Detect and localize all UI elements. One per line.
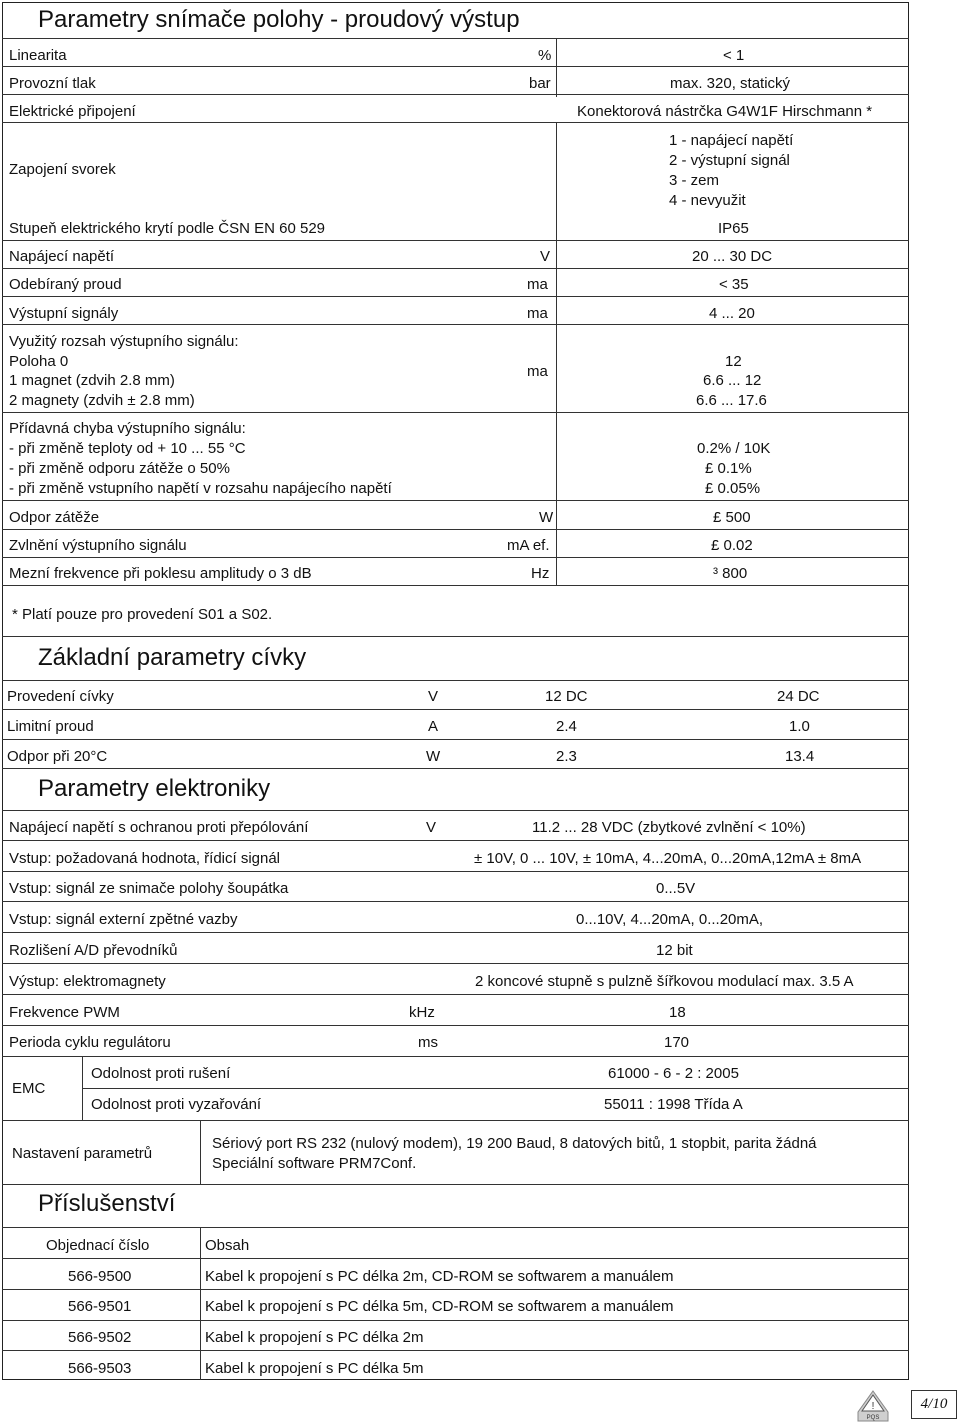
error-value: 0.2% / 10K: [697, 440, 771, 457]
electronics-value: 11.2 ... 28 VDC (zbytkové zvlnění < 10%): [532, 819, 806, 836]
terminal-1: 1 - napájecí napětí: [669, 132, 794, 149]
divider: [2, 1320, 909, 1321]
range-heading: Využitý rozsah výstupního signálu:: [9, 333, 239, 350]
divider: [2, 268, 909, 269]
electronics-label: Výstup: elektromagnety: [9, 973, 166, 990]
accessories-header-code: Objednací číslo: [46, 1237, 150, 1254]
divider: [2, 240, 909, 241]
divider: [2, 94, 909, 95]
divider: [2, 412, 909, 413]
range-value: 6.6 ... 12: [703, 372, 762, 389]
electric-label: Elektrické připojení: [9, 103, 136, 120]
coil-value-24v: 1.0: [789, 718, 810, 735]
divider: [2, 1350, 909, 1351]
linearity-label: Linearita: [9, 47, 67, 64]
column-separator: [556, 240, 557, 585]
electronics-unit: V: [426, 819, 437, 836]
emc-row-value: 61000 - 6 - 2 : 2005: [608, 1065, 739, 1082]
divider: [2, 529, 909, 530]
error-heading: Přídavná chyba výstupního signálu:: [9, 420, 246, 437]
divider: [2, 66, 909, 67]
coil-value-12v: 2.3: [556, 748, 577, 765]
current-unit: ma: [527, 276, 548, 293]
electronics-unit: kHz: [409, 1004, 435, 1021]
column-separator: [200, 1120, 201, 1184]
load-label: Odpor zátěže: [9, 509, 100, 526]
accessory-content: Kabel k propojení s PC délka 5m, CD-ROM se softwarem a manuálem: [205, 1298, 674, 1315]
range-line: Poloha 0: [9, 353, 69, 370]
error-line: - při změně odporu zátěže o 50%: [9, 460, 230, 477]
divider: [2, 709, 909, 710]
logo-text: PQS: [866, 1415, 880, 1421]
divider: [2, 1227, 909, 1228]
electric-value: Konektorová nástrčka G4W1F Hirschmann *: [577, 103, 873, 120]
pressure-value: max. 320, statický: [670, 75, 791, 92]
section-title-accessories: Příslušenství: [38, 1190, 176, 1217]
divider: [2, 871, 909, 872]
ripple-value: £ 0.02: [711, 537, 753, 554]
accessory-content: Kabel k propojení s PC délka 2m, CD-ROM se softwarem a manuálem: [205, 1268, 674, 1285]
divider: [2, 1289, 909, 1290]
electronics-value: 18: [669, 1004, 686, 1021]
electronics-label: Vstup: signál ze snimače polohy šoupátka: [9, 880, 289, 897]
settings-label: Nastavení parametrů: [12, 1145, 153, 1162]
divider: [2, 324, 909, 325]
load-value: £ 500: [713, 509, 751, 526]
range-line: 1 magnet (zdvih 2.8 mm): [9, 372, 175, 389]
freq-label: Mezní frekvence při poklesu amplitudy o 3 dB: [9, 565, 312, 582]
load-unit: W: [539, 509, 554, 526]
divider: [2, 901, 909, 902]
coil-label: Provedení cívky: [7, 688, 114, 705]
emc-row-label: Odolnost proti vyzařování: [91, 1096, 262, 1113]
electronics-value: 12 bit: [656, 942, 693, 959]
coil-value-12v: 2.4: [556, 718, 577, 735]
electronics-value: 170: [664, 1034, 690, 1051]
coil-unit: V: [428, 688, 439, 705]
divider: [2, 739, 909, 740]
electronics-value: ± 10V, 0 ... 10V, ± 10mA, 4...20mA, 0...20mA,12mA ± 8mA: [474, 850, 862, 867]
electronics-label: Napájecí napětí s ochranou proti přepólování: [9, 819, 309, 836]
accessory-code: 566-9501: [68, 1298, 132, 1315]
page-number: 4/10: [911, 1390, 957, 1419]
terminals-label: Zapojení svorek: [9, 161, 116, 178]
linearity-unit: %: [538, 47, 552, 64]
output-label: Výstupní signály: [9, 305, 119, 322]
settings-line: Speciální software PRM7Conf.: [212, 1155, 417, 1172]
section-title-coil: Základní parametry cívky: [38, 644, 307, 671]
range-value: 6.6 ... 17.6: [696, 392, 767, 409]
divider: [2, 585, 909, 586]
column-separator: [556, 122, 557, 240]
output-unit: ma: [527, 305, 548, 322]
electronics-value: 0...10V, 4...20mA, 0...20mA,: [576, 911, 764, 928]
divider: [2, 1184, 909, 1185]
settings-line: Sériový port RS 232 (nulový modem), 19 200 Baud, 8 datových bitů, 1 stopbit, parita žádná: [212, 1135, 817, 1152]
electronics-label: Rozlišení A/D převodníků: [9, 942, 178, 959]
accessories-header-content: Obsah: [205, 1237, 250, 1254]
protection-label: Stupeň elektrického krytí podle ČSN EN 60 529: [9, 220, 326, 237]
page-frame: [2, 2, 909, 1380]
accessory-code: 566-9503: [68, 1360, 132, 1377]
divider: [2, 932, 909, 933]
terminal-3: 3 - zem: [669, 172, 720, 189]
divider: [2, 768, 909, 769]
electronics-label: Frekvence PWM: [9, 1004, 120, 1021]
error-value: £ 0.05%: [705, 480, 761, 497]
warning-triangle-logo: [857, 1390, 889, 1422]
supply-value: 20 ... 30 DC: [692, 248, 773, 265]
divider: [2, 1025, 909, 1026]
range-value: 12: [725, 353, 742, 370]
divider: [2, 557, 909, 558]
supply-label: Napájecí napětí: [9, 248, 115, 265]
divider: [82, 1088, 909, 1089]
divider: [2, 296, 909, 297]
column-separator: [556, 38, 557, 97]
electronics-label: Vstup: signál externí zpětné vazby: [9, 911, 238, 928]
svg-text:!: !: [871, 1401, 875, 1412]
divider: [2, 500, 909, 501]
current-value: < 35: [719, 276, 749, 293]
pressure-unit: bar: [529, 75, 551, 92]
divider: [2, 680, 909, 681]
footnote: * Platí pouze pro provedení S01 a S02.: [12, 606, 273, 623]
ripple-unit: mA ef.: [507, 537, 550, 554]
divider: [2, 38, 909, 39]
coil-label: Limitní proud: [7, 718, 94, 735]
electronics-unit: ms: [418, 1034, 438, 1051]
freq-unit: Hz: [531, 565, 550, 582]
accessory-code: 566-9502: [68, 1329, 132, 1346]
emc-row-value: 55011 : 1998 Třída A: [604, 1096, 743, 1113]
accessory-code: 566-9500: [68, 1268, 132, 1285]
electronics-value: 2 koncové stupně s pulzně šířkovou modulací max. 3.5 A: [475, 973, 854, 990]
divider: [2, 1258, 909, 1259]
range-line: 2 magnety (zdvih ± 2.8 mm): [9, 392, 195, 409]
pressure-label: Provozní tlak: [9, 75, 96, 92]
divider: [2, 840, 909, 841]
terminal-2: 2 - výstupní signál: [669, 152, 790, 169]
error-line: - při změně teploty od + 10 ... 55 °C: [9, 440, 246, 457]
supply-unit: V: [540, 248, 551, 265]
terminal-4: 4 - nevyužit: [669, 192, 746, 209]
range-unit: ma: [527, 363, 548, 380]
divider: [2, 122, 909, 123]
coil-unit: W: [426, 748, 441, 765]
linearity-value: < 1: [723, 47, 745, 64]
emc-label: EMC: [12, 1080, 46, 1097]
current-label: Odebíraný proud: [9, 276, 122, 293]
coil-value-12v: 12 DC: [545, 688, 588, 705]
divider: [2, 810, 909, 811]
section-title-electronics: Parametry elektroniky: [38, 775, 271, 802]
coil-unit: A: [428, 718, 439, 735]
accessory-content: Kabel k propojení s PC délka 2m: [205, 1329, 424, 1346]
divider: [2, 963, 909, 964]
section-title-sensor: Parametry snímače polohy - proudový výstup: [38, 6, 520, 33]
emc-row-label: Odolnost proti rušení: [91, 1065, 231, 1082]
coil-value-24v: 24 DC: [777, 688, 820, 705]
divider: [2, 636, 909, 637]
electronics-value: 0...5V: [656, 880, 696, 897]
divider: [2, 1056, 909, 1057]
output-value: 4 ... 20: [709, 305, 755, 322]
electronics-label: Perioda cyklu regulátoru: [9, 1034, 171, 1051]
divider: [2, 1120, 909, 1121]
error-line: - při změně vstupního napětí v rozsahu napájecího napětí: [9, 480, 392, 497]
freq-value: ³ 800: [713, 565, 748, 582]
accessory-content: Kabel k propojení s PC délka 5m: [205, 1360, 424, 1377]
ripple-label: Zvlnění výstupního signálu: [9, 537, 187, 554]
coil-label: Odpor při 20°C: [7, 748, 108, 765]
protection-value: IP65: [718, 220, 749, 237]
divider: [2, 994, 909, 995]
electronics-label: Vstup: požadovaná hodnota, řídicí signál: [9, 850, 281, 867]
error-value: £ 0.1%: [705, 460, 752, 477]
coil-value-24v: 13.4: [785, 748, 815, 765]
column-separator: [200, 1227, 201, 1380]
